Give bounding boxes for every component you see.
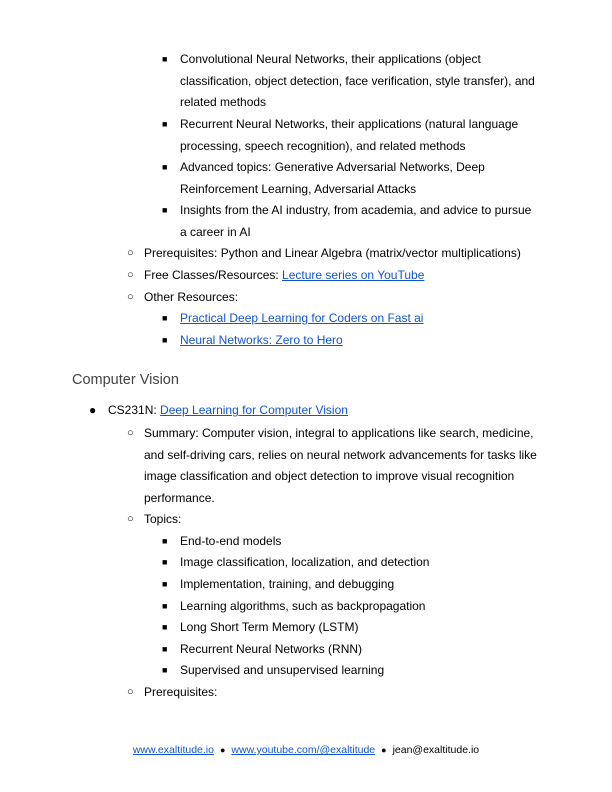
free-classes-item (144, 265, 544, 287)
square-bullet-icon: ■ (162, 119, 168, 129)
youtube-lecture-link[interactable]: Lecture series on YouTube (282, 268, 425, 282)
list-item: Advanced topics: Generative Adversarial Networks, Deep Reinforcement Learning, Adversarial Attacks (180, 160, 485, 196)
list-item: Recurrent Neural Networks, their applications (natural language processing, speech recognition), and related methods (180, 117, 519, 153)
square-bullet-icon: ■ (162, 335, 168, 345)
circle-bullet-icon: ○ (127, 269, 134, 281)
square-bullet-icon: ■ (162, 536, 168, 546)
website-link[interactable]: www.exaltitude.io (132, 744, 214, 756)
square-bullet-icon: ■ (162, 665, 168, 675)
zero-to-hero-link[interactable]: Neural Networks: Zero to Hero (180, 333, 343, 347)
square-bullet-icon: ■ (162, 622, 168, 632)
topic-item: End-to-end models (180, 534, 282, 548)
youtube-link[interactable]: www.youtube.com/@exaltitude (231, 744, 376, 756)
circle-bullet-icon: ○ (127, 513, 134, 525)
course-code: CS231N: (108, 403, 161, 417)
prerequisites-label: Prerequisites: (144, 685, 218, 699)
course-item (108, 400, 548, 422)
topic-item: Recurrent Neural Networks (RNN) (180, 642, 363, 656)
circle-bullet-icon: ○ (127, 291, 134, 303)
email-text: jean@exaltitude.io (392, 744, 480, 756)
list-item: Convolutional Neural Networks, their applications (object classification, object detection, face verification, style transfer), and related methods (180, 52, 535, 109)
square-bullet-icon: ■ (162, 557, 168, 567)
other-resources-item: Other Resources: (144, 290, 239, 304)
topic-item: Learning algorithms, such as backpropagation (180, 599, 426, 613)
list-item (180, 308, 540, 330)
topic-item: Implementation, training, and debugging (180, 577, 395, 591)
prerequisites-item: Prerequisites: Python and Linear Algebra (matrix/vector multiplications) (144, 246, 521, 260)
list-item (180, 330, 540, 352)
square-bullet-icon: ■ (162, 162, 168, 172)
topic-item: Long Short Term Memory (LSTM) (180, 620, 359, 634)
square-bullet-icon: ■ (162, 601, 168, 611)
square-bullet-icon: ■ (162, 205, 168, 215)
topic-item: Supervised and unsupervised learning (180, 663, 385, 677)
page-footer (0, 742, 612, 758)
circle-bullet-icon: ○ (127, 686, 134, 698)
list-item: Insights from the AI industry, from academia, and advice to pursue a career in AI (180, 203, 532, 239)
square-bullet-icon: ■ (162, 54, 168, 64)
topic-item: Image classification, localization, and detection (180, 555, 430, 569)
course-link[interactable]: Deep Learning for Computer Vision (160, 403, 348, 417)
circle-bullet-icon: ○ (127, 427, 134, 439)
disc-bullet-icon: ● (89, 403, 97, 417)
summary-item: Summary: Computer vision, integral to applications like search, medicine, and self-driving cars, relies on neural network advancements for tasks like image classification and object detection to improve visual recognition performance. (144, 426, 537, 505)
circle-bullet-icon: ○ (127, 247, 134, 259)
free-classes-label: Free Classes/Resources: (144, 268, 283, 282)
square-bullet-icon: ■ (162, 579, 168, 589)
separator-icon: ● (219, 745, 226, 755)
section-heading: Computer Vision (72, 372, 179, 388)
topics-label: Topics: (144, 512, 182, 526)
square-bullet-icon: ■ (162, 313, 168, 323)
separator-icon: ● (381, 745, 387, 755)
square-bullet-icon: ■ (162, 644, 168, 654)
fastai-link[interactable]: Practical Deep Learning for Coders on Fast ai (180, 311, 424, 325)
